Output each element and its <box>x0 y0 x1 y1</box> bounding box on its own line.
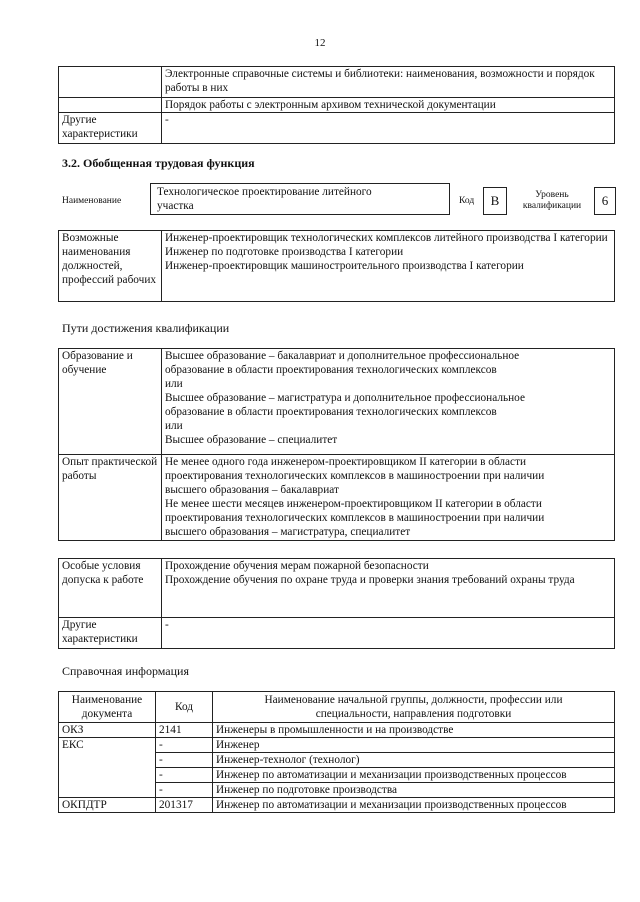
conditions-cell <box>162 559 615 618</box>
conditions-label: Особые условия допуска к работе <box>59 559 162 618</box>
positions-items-cell <box>162 231 615 302</box>
paths-title: Пути достижения квалификации <box>62 321 230 335</box>
education-line-1: Высшее образование – бакалавриат и дополнительное профессиональное <box>165 350 520 362</box>
table-row <box>59 768 615 783</box>
reference-title: Справочная информация <box>62 664 189 678</box>
experience-line-6: высшего образования – магистратура, специалитет <box>165 526 411 538</box>
conditions-other-value: - <box>162 618 615 649</box>
positions-table <box>58 230 615 302</box>
experience-line-5: проектирования технологических комплексов в машиностроении при наличии <box>165 512 545 524</box>
position-item-2: Инженер по подготовке производства I категории <box>165 246 404 258</box>
code-value-box <box>483 187 507 215</box>
position-item-3: Инженер-проектировщик машиностроительного производства I категории <box>165 260 524 272</box>
ref-header-doc: Наименование документа <box>59 692 156 723</box>
section-title: 3.2. Обобщенная трудовая функция <box>62 156 255 170</box>
code-value: B <box>490 193 500 208</box>
name-value: Технологическое проектирование литейного участка <box>157 186 372 212</box>
level-value: 6 <box>601 193 609 208</box>
education-cell <box>162 349 615 455</box>
education-line-5: образование в области проектирования технологических комплексов <box>165 406 497 418</box>
top-table-other-value: - <box>162 113 615 144</box>
ref-header-code: Код <box>156 692 213 723</box>
top-table <box>58 66 615 144</box>
ref-doc: ОКПДТР <box>59 798 156 813</box>
table-row <box>59 723 615 738</box>
ref-doc <box>59 753 156 768</box>
ref-code: 2141 <box>156 723 213 738</box>
ref-code: - <box>156 738 213 753</box>
paths-table <box>58 348 615 541</box>
education-line-4: Высшее образование – магистратура и дополнительное профессиональное <box>165 392 525 404</box>
experience-line-1: Не менее одного года инженером-проектировщиком II категории в области <box>165 456 527 468</box>
name-label: Наименование <box>62 196 122 206</box>
top-table-item-2: Порядок работы с электронным архивом технической документации <box>162 98 615 113</box>
top-table-item-1: Электронные справочные системы и библиотеки: наименования, возможности и порядок работы в них <box>162 67 615 98</box>
experience-cell <box>162 455 615 541</box>
conditions-table <box>58 558 615 649</box>
ref-code: 201317 <box>156 798 213 813</box>
table-row <box>59 798 615 813</box>
ref-code: - <box>156 783 213 798</box>
top-table-empty-cell-2 <box>59 98 162 113</box>
level-label: Уровень квалификации <box>522 190 582 211</box>
condition-item-1: Прохождение обучения мерам пожарной безопасности <box>165 560 429 572</box>
ref-code: - <box>156 768 213 783</box>
table-row <box>59 783 615 798</box>
education-line-7: Высшее образование – специалитет <box>165 434 338 446</box>
reference-table <box>58 691 615 813</box>
ref-doc <box>59 768 156 783</box>
ref-name: Инженер по подготовке производства <box>213 783 615 798</box>
top-table-empty-cell <box>59 67 162 98</box>
ref-doc <box>59 783 156 798</box>
ref-doc: ЕКС <box>59 738 156 753</box>
experience-label: Опыт практической работы <box>59 455 162 541</box>
ref-name: Инженер по автоматизации и механизации производственных процессов <box>213 768 615 783</box>
ref-doc: ОКЗ <box>59 723 156 738</box>
education-line-3: или <box>165 378 183 390</box>
education-line-2: образование в области проектирования технологических комплексов <box>165 364 497 376</box>
ref-name: Инженер <box>213 738 615 753</box>
top-table-other-label: Другие характеристики <box>59 113 162 144</box>
experience-line-3: высшего образования – бакалавриат <box>165 484 339 496</box>
ref-name: Инженер по автоматизации и механизации производственных процессов <box>213 798 615 813</box>
level-value-box <box>594 187 616 215</box>
table-row <box>59 738 615 753</box>
experience-line-4: Не менее шести месяцев инженером-проектировщиком II категории в области <box>165 498 542 510</box>
positions-label: Возможные наименования должностей, профессий рабочих <box>59 231 162 302</box>
ref-name: Инженер-технолог (технолог) <box>213 753 615 768</box>
education-line-6: или <box>165 420 183 432</box>
condition-item-2: Прохождение обучения по охране труда и проверки знания требований охраны труда <box>165 574 575 586</box>
table-row <box>59 753 615 768</box>
name-value-box <box>150 183 450 215</box>
ref-code: - <box>156 753 213 768</box>
position-item-1: Инженер-проектировщик технологических комплексов литейного производства I категории <box>165 232 608 244</box>
ref-name: Инженеры в промышленности и на производстве <box>213 723 615 738</box>
experience-line-2: проектирования технологических комплексов в машиностроении при наличии <box>165 470 545 482</box>
education-label: Образование и обучение <box>59 349 162 455</box>
ref-header-name: Наименование начальной группы, должности, профессии или специальности, направления подготовки <box>213 692 615 723</box>
conditions-other-label: Другие характеристики <box>59 618 162 649</box>
page-number: 12 <box>314 37 326 49</box>
code-label: Код <box>459 196 475 206</box>
